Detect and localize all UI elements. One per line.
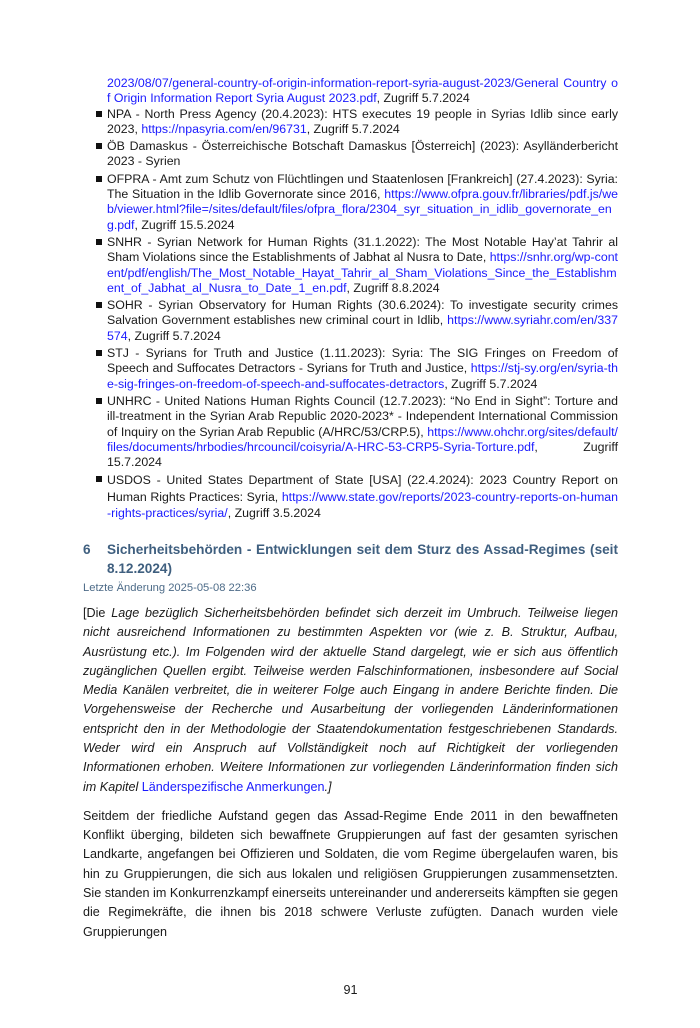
bibliography-entry [83, 394, 618, 470]
entry-text: OFPRA - Amt zum Schutz von Flüchtlingen und Staatenlosen [Frankreich] (27.4.2023): Syria: The Situation in the Idlib Governorate since 2016, [107, 171, 618, 202]
bullet-icon [96, 111, 102, 117]
disclaimer-text: Lage bezüglich Sicherheitsbehörden befindet sich derzeit im Umbruch. Teilweise liegen nicht ausreichend Informationen zu bestimmten Aspekten vor (wie z. B. Struktur, Aufbau, Ausrüstung etc.). Im Folgenden wird der aktuelle Stand dargelegt, wie er sich aus öffentlich zugänglichen Quellen ergibt. Teilweise werden Falschinformationen, insbesondere auf Social Media Kanälen verbreitet, die in weiterer Folge auch Eingang in andere Berichte finden. Die Vorgehensweise der Recherche und Ausarbeitung der vorliegenden Länderinformationen entspricht den in der Methodologie der Staatendokumentation festgeschriebenen Standards. Weder wird ein Anspruch auf Vollständigkeit noch auf Richtigkeit der vorliegenden Informationen erhoben. Weitere Informationen zur vorliegenden Länderinformation finden sich im Kapitel [83, 605, 618, 794]
access-date: , Zugriff 8.8.2024 [346, 280, 440, 295]
chapter-link[interactable]: Länderspezifische Anmerkungen [141, 779, 325, 794]
entry-text: UNHRC - United Nations Human Rights Council (12.7.2023): “No End in Sight”: Torture and ill-treatment in the Syrian Arab Republic 2020-2023* - Independent International Commission of Inquiry on the Syrian Arab Republic (A/HRC/53/CRP.5), [107, 393, 618, 439]
access-date: , Zugriff 3.5.2024 [227, 506, 321, 521]
bibliography-entry [83, 139, 618, 170]
bullet-icon [96, 143, 102, 149]
last-changed: Letzte Änderung 2025-05-08 22:36 [83, 581, 257, 594]
section-number: 6 [83, 541, 91, 557]
access-date: , Zugriff 15.5.2024 [134, 217, 235, 232]
bibliography-entry [83, 298, 618, 344]
bibliography-entry [83, 235, 618, 296]
bibliography-entry [83, 346, 618, 392]
entry-text: ÖB Damaskus - Österreichische Botschaft Damaskus [Österreich] (2023): Asylländerbericht 2023 - Syrien [107, 139, 618, 169]
bibliography-entry [83, 472, 618, 522]
bullet-icon [96, 176, 102, 182]
entry-text: STJ - Syrians for Truth and Justice (1.11.2023): Syria: The SIG Fringes on Freedom of Speech and Suffocates Detractors - Syrians for Truth and Justice, [107, 346, 618, 376]
bibliography-entry [83, 107, 618, 138]
bullet-icon [96, 239, 102, 245]
entry-text: NPA - North Press Agency (20.4.2023): HTS executes 19 people in Syrias Idlib since early 2023, [107, 106, 618, 136]
page-number: 91 [343, 982, 358, 997]
bibliography-list [83, 76, 618, 522]
disclaimer-close: .] [324, 779, 332, 794]
access-date: , Zugriff 5.7.2024 [127, 328, 221, 343]
access-date: , Zugriff 15.7.2024 [107, 439, 618, 470]
disclaimer-open: [Die [83, 605, 112, 620]
source-link[interactable]: https://npasyria.com/en/96731 [141, 121, 307, 136]
bibliography-entry [83, 172, 618, 233]
access-date: , Zugriff 5.7.2024 [306, 121, 400, 136]
source-link[interactable]: https://www.syriahr.com/en/337574 [107, 313, 618, 343]
source-link[interactable]: https://stj-sy.org/en/syria-the-sig-fringes-on-freedom-of-speech-and-suffocates-detractors [107, 361, 618, 391]
bullet-icon [96, 476, 102, 482]
section-title: Sicherheitsbehörden - Entwicklungen seit dem Sturz des Assad-Regimes (seit 8.12.2024) [107, 541, 618, 577]
access-date: , Zugriff 5.7.2024 [376, 91, 470, 106]
source-link[interactable]: https://www.state.gov/reports/2023-country-reports-on-human-rights-practices/syria/ [107, 489, 618, 521]
source-link[interactable]: https://www.ofpra.gouv.fr/libraries/pdf.js/web/viewer.html?file=/sites/default/files/ofpra_flora/2304_syr_situation_in_idlib_governorate_eng.pdf [107, 187, 618, 232]
disclaimer-paragraph [83, 604, 618, 797]
section-heading [83, 540, 618, 579]
source-link[interactable]: 2023/08/07/general-country-of-origin-information-report-syria-august-2023/General Country of Origin Information Report Syria August 2023.pdf [107, 76, 618, 106]
entry-text: USDOS - United States Department of State [USA] (22.4.2024): 2023 Country Report on Human Rights Practices: Syria, [107, 473, 618, 504]
entry-text: SNHR - Syrian Network for Human Rights (31.1.2022): The Most Notable Hay’at Tahrir al Sham Violations since the Establishments of Jabhat al Nusra to Date, [107, 234, 618, 265]
entry-text: SOHR - Syrian Observatory for Human Rights (30.6.2024): To investigate security crimes Salvation Government establishes new criminal court in Idlib, [107, 298, 618, 328]
bullet-icon [96, 302, 102, 308]
source-link[interactable]: https://snhr.org/wp-content/pdf/english/The_Most_Notable_Hayat_Tahrir_al_Sham_Violations_Since_the_Establishment_of_Jabhat_al_Nusra_to_Date_1_en.pdf [107, 250, 618, 295]
bullet-icon [96, 350, 102, 356]
bullet-icon [96, 398, 102, 404]
access-date: , Zugriff 5.7.2024 [444, 376, 538, 391]
source-link[interactable]: https://www.ohchr.org/sites/default/files/documents/hrbodies/hrcouncil/coisyria/A-HRC-53-CRP5-Syria-Torture.pdf [107, 424, 618, 454]
body-paragraph: Seitdem der friedliche Aufstand gegen das Assad-Regime Ende 2011 in den bewaffneten Konflikt überging, bildeten sich bewaffnete Gruppierungen auf fast der gesamten syrischen Landkarte, angefangen bei Offizieren und Soldaten, die vom Regime übergelaufen waren, bis hin zu Gruppierungen, die sich aus lokalen und religiösen Gruppierungen zusammensetzten. Sie standen im Konkurrenzkampf einerseits untereinander und andererseits kämpften sie gegen die Regimekräfte, die ihnen bis 2018 schwere Verluste zufügten. Danach wurden viele Gruppierungen [83, 808, 618, 939]
bibliography-continuation [83, 76, 618, 107]
